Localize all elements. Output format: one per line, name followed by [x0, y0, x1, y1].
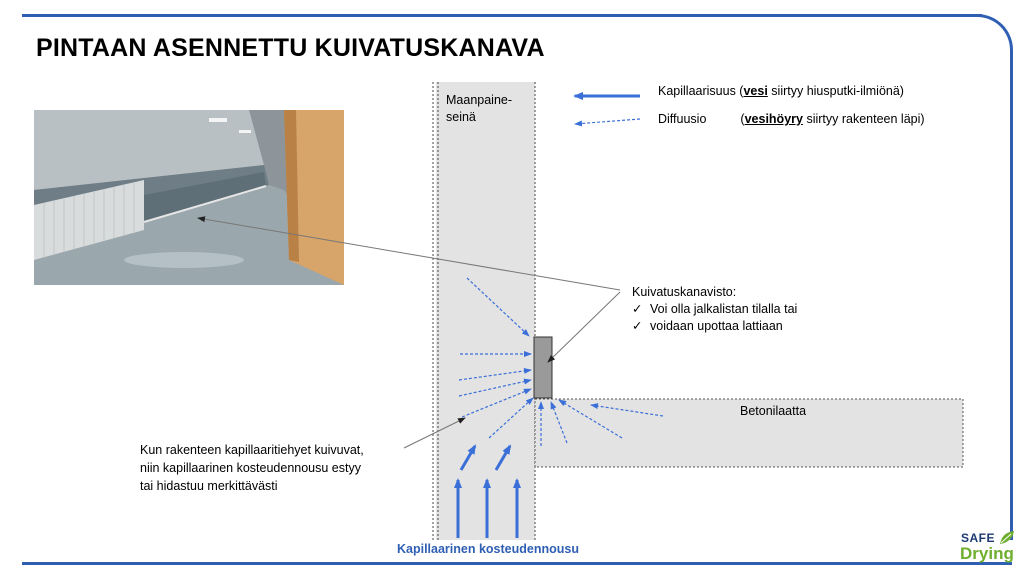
- legend-capillarity: Kapillaarisuus (vesi siirtyy hiusputki-ilmiönä): [658, 84, 904, 98]
- callout-item: ✓ voidaan upottaa lattiaan: [632, 319, 783, 333]
- drying-channel: [534, 337, 552, 398]
- slide-title: PINTAAN ASENNETTU KUIVATUSKANAVA: [36, 34, 545, 62]
- callout-line-channel: [548, 292, 620, 362]
- leaf-icon: [998, 530, 1016, 546]
- safe-drying-logo: SAFE Drying: [958, 531, 1018, 567]
- callout-item: ✓ Voi olla jalkalistan tilalla tai: [632, 302, 798, 316]
- drying-note: Kun rakenteen kapillaaritiehyet kuivuvat, niin kapillaarinen kosteudennousu estyy tai hidastuu merkittävästi: [140, 443, 364, 493]
- callout-heading: Kuivatuskanavisto:: [632, 285, 737, 299]
- legend-diffusion: Diffuusio (vesihöyry siirtyy rakenteen läpi): [658, 112, 925, 126]
- slab-label: Betonilaatta: [740, 404, 807, 418]
- legend-dashed-arrow: [575, 119, 640, 124]
- wall-label: Maanpaine- seinä: [446, 93, 513, 124]
- bottom-caption: Kapillaarinen kosteudennousu: [397, 542, 579, 556]
- channel-callout: [632, 284, 797, 335]
- retaining-wall: [436, 82, 535, 540]
- callout-line-photo: [198, 218, 620, 290]
